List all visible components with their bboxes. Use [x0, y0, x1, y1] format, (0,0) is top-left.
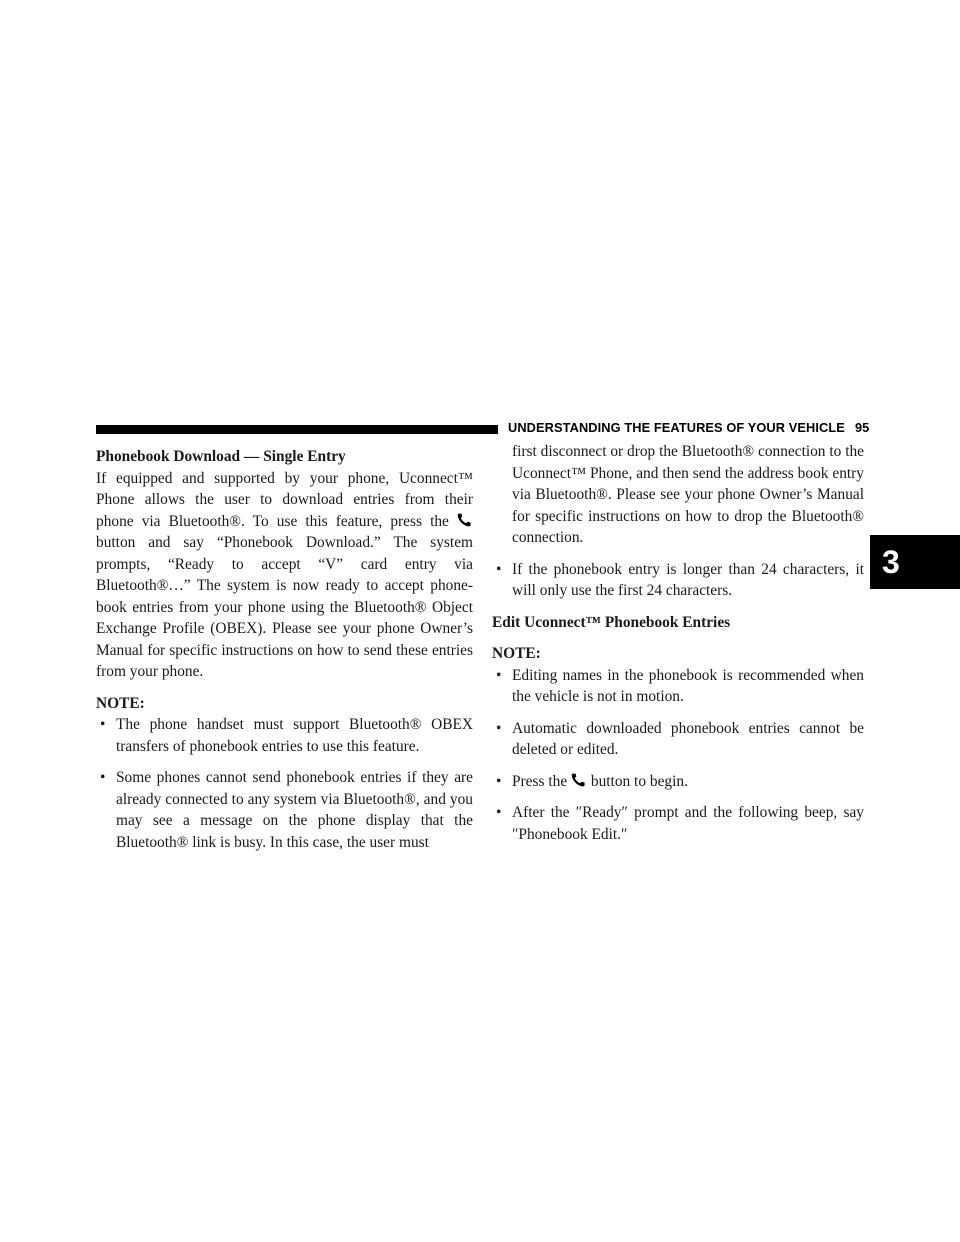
intro-line-3-text: phone via Bluetooth®. To use this feature, press the	[96, 512, 449, 530]
list-item-continued: first disconnect or drop the Bluetooth® connection to the Uconnect™ Phone, and then send the address book entry via Bluetooth®. Please see your phone Owner’s Manual for specific instructions on how to drop the Bluetooth® connection.	[512, 443, 864, 546]
list-item	[492, 771, 864, 793]
section-heading-edit-entries: Edit Uconnect™ Phonebook Entries	[492, 613, 731, 631]
note-label: NOTE:	[492, 645, 541, 662]
bullet-text: Some phones cannot send phonebook entries if they are already connected to any system via Bluetooth®, and you may see a message on the phone display that the Bluetooth® link is busy. In this case, the user must	[116, 769, 473, 851]
bullet-text: Automatic downloaded phonebook entries cannot be deleted or edited.	[512, 719, 864, 758]
phone-handset-icon	[457, 513, 473, 527]
intro-line-3	[96, 511, 473, 533]
page-number: 95	[854, 420, 870, 435]
bullet-dot: •	[496, 666, 502, 684]
intro-paragraph	[96, 468, 473, 683]
section-title: UNDERSTANDING THE FEATURES OF YOUR VEHICLE	[508, 420, 845, 435]
intro-line-2: Phone allows the user to download entries from their	[96, 491, 473, 508]
bullet-dot: •	[100, 769, 106, 786]
phone-handset-icon	[571, 773, 587, 787]
bullet-text-before-icon: Press the	[512, 772, 568, 790]
bullet-text: The phone handset must support Bluetooth® OBEX transfers of phonebook entries to use this feature.	[116, 716, 473, 755]
bullet-dot: •	[496, 719, 502, 737]
bullet-dot: •	[496, 772, 502, 790]
intro-line-1: If equipped and supported by your phone, Uconnect™	[96, 469, 473, 487]
list-item	[492, 718, 864, 761]
bullet-text: Editing names in the phonebook is recommended when the vehicle is not in motion.	[512, 666, 864, 705]
intro-paragraph-rest: button and say “Phonebook Download.” The system prompts, “Ready to accept “V” card entry via Bluetooth®…” The system is now ready to accept phone-book entries from your phone using the Bluetooth® Object Exchange Profile (OBEX). Please see your phone Owner’s Manual for specific instructions on how to send these entries from your phone.	[96, 534, 473, 680]
header-rule	[96, 425, 498, 434]
bullet-dot: •	[496, 804, 502, 821]
chapter-tab[interactable]: 3	[870, 535, 960, 589]
bullet-text: If the phonebook entry is longer than 24 characters, it will only use the first 24 characters.	[512, 560, 864, 599]
list-item	[96, 767, 473, 853]
list-item	[96, 714, 473, 757]
note-label: NOTE:	[96, 694, 145, 712]
bullet-text: After the ″Ready″ prompt and the following beep, say ″Phonebook Edit.″	[512, 804, 864, 843]
list-item	[492, 559, 864, 602]
left-column	[96, 446, 473, 853]
list-item	[492, 665, 864, 708]
bullet-dot: •	[496, 560, 502, 578]
running-header	[508, 420, 869, 436]
bullet-dot: •	[100, 716, 106, 733]
right-column	[492, 441, 864, 845]
list-item	[492, 802, 864, 845]
bullet-text-after-icon: button to begin.	[590, 772, 688, 790]
section-heading-phonebook-download: Phonebook Download — Single Entry	[96, 448, 346, 465]
